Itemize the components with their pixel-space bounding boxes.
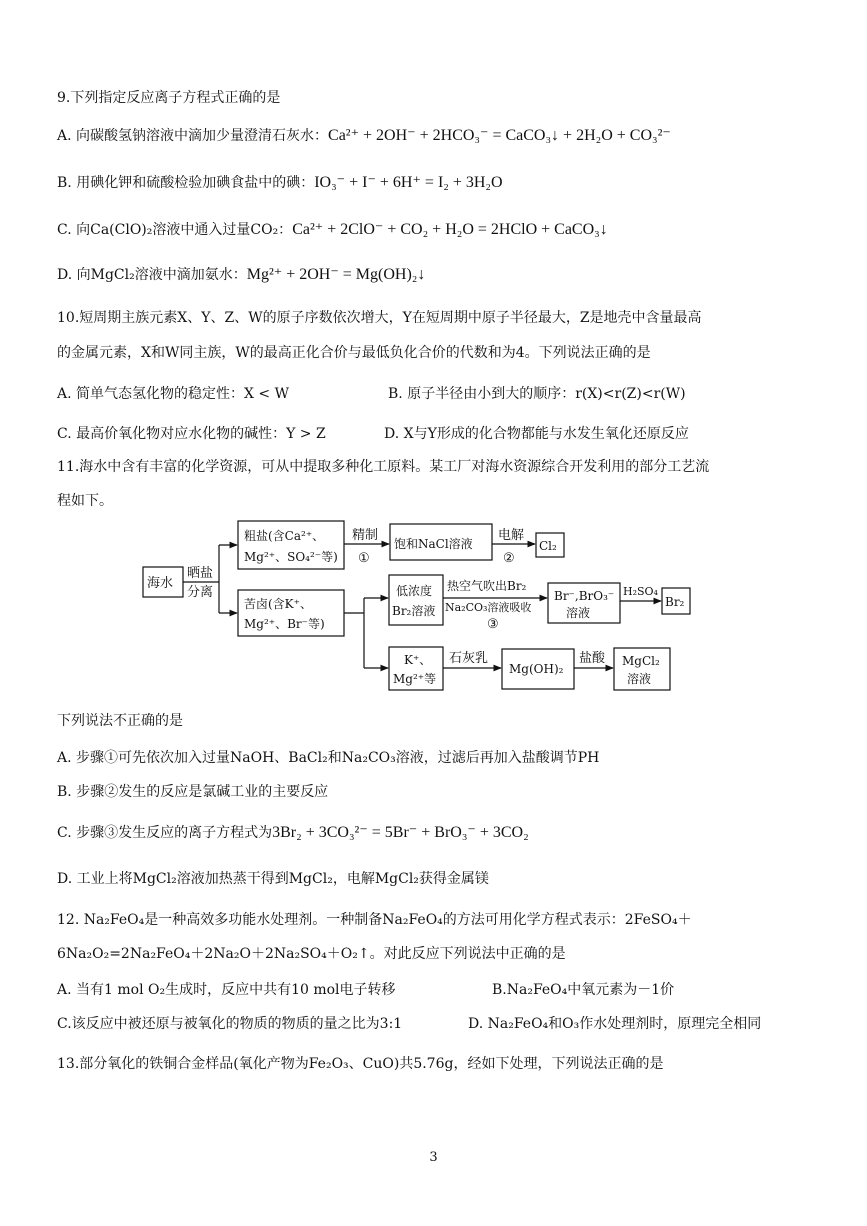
label-evaporate: 晒盐 xyxy=(187,566,214,581)
label-crude-salt-2: Mg²⁺、SO₄²⁻等) xyxy=(244,550,338,564)
q11-stem-line-2: 程如下。 xyxy=(57,493,113,509)
label-low-br2-2: Br₂溶液 xyxy=(392,604,436,618)
label-brine-2: Mg²⁺、Br⁻等) xyxy=(244,617,325,631)
q10-option-b: B. 原子半径由小到大的顺序：r(X)<r(Z)<r(W) xyxy=(388,386,686,402)
q11-option-d: D. 工业上将MgCl₂溶液加热蒸干得到MgCl₂，电解MgCl₂获得金属镁 xyxy=(57,871,489,887)
label-step-1: ① xyxy=(358,551,370,566)
q10-option-a: A. 简单气态氢化物的稳定性：X < W xyxy=(57,386,289,402)
q13-stem: 13.部分氧化的铁铜合金样品(氧化产物为Fe₂O₃、CuO)共5.76g，经如下处理，下列说法正确的是 xyxy=(57,1056,664,1072)
label-step-3: ③ xyxy=(487,617,499,632)
label-k-mg-2: Mg²⁺等 xyxy=(393,672,437,686)
label-nacl: 饱和NaCl溶液 xyxy=(394,537,473,551)
label-electrolysis: 电解 xyxy=(498,528,525,543)
q11-option-b: B. 步骤②发生的反应是氯碱工业的主要反应 xyxy=(57,784,329,800)
label-brine-1: 苦卤(含K⁺、 xyxy=(244,597,312,611)
q9-stem: 9.下列指定反应离子方程式正确的是 xyxy=(57,90,281,106)
label-cl2: Cl₂ xyxy=(539,539,557,553)
q12-option-c: C.该反应中被还原与被氧化的物质的物质的量之比为3:1 xyxy=(57,1016,403,1032)
q11-stem-line-1: 11.海水中含有丰富的化学资源，可从中提取多种化工原料。某工厂对海水资源综合开发利用的部分工艺流 xyxy=(57,459,710,475)
q10-stem-line-1: 10.短周期主族元素X、Y、Z、W的原子序数依次增大，Y在短周期中原子半径最大，Z是地壳中含量最高 xyxy=(57,310,702,326)
q10-option-d: D. X与Y形成的化合物都能与水发生氧化还原反应 xyxy=(384,426,689,442)
q12-stem-line-2: 6Na₂O₂=2Na₂FeO₄＋2Na₂O＋2Na₂SO₄＋O₂↑。对此反应下列说法中正确的是 xyxy=(57,946,566,962)
q11-option-c-equation: 3Br₂ + 3CO₃²⁻ = 5Br⁻ + BrO₃⁻ + 3CO₂ xyxy=(272,824,529,841)
q12-stem-line-1: 12. Na₂FeO₄是一种高效多功能水处理剂。一种制备Na₂FeO₄的方法可用化学方程式表示：2FeSO₄＋ xyxy=(57,912,692,928)
q12-option-d: D. Na₂FeO₄和O₃作水处理剂时，原理完全相同 xyxy=(468,1016,762,1032)
label-hot-air-blow: 热空气吹出Br₂ xyxy=(447,579,527,593)
q9-option-d-text: D. 向MgCl₂溶液中滴加氨水： xyxy=(57,267,247,283)
label-br-bro3-2: 溶液 xyxy=(566,606,591,620)
q10-stem-line-2: 的金属元素，X和W同主族，W的最高正化合价与最低负化合价的代数和为4。下列说法正确的是 xyxy=(57,345,651,361)
q12-option-b: B.Na₂FeO₄中氧元素为－1价 xyxy=(492,982,675,998)
label-br2: Br₂ xyxy=(665,595,685,609)
q9-option-a-text: A. 向碳酸氢钠溶液中滴加少量澄清石灰水： xyxy=(57,128,329,144)
q11-prompt: 下列说法不正确的是 xyxy=(57,713,183,729)
q11-option-c xyxy=(57,823,529,843)
label-h2so4: H₂SO₄ xyxy=(623,585,658,598)
label-hydrochloric-acid: 盐酸 xyxy=(579,651,606,666)
q9-option-d-equation: Mg²⁺ + 2OH⁻ = Mg(OH)₂↓ xyxy=(246,266,426,283)
label-separate: 分离 xyxy=(187,585,214,600)
label-refine: 精制 xyxy=(352,528,379,543)
q11-option-c-text: C. 步骤③发生反应的离子方程式为 xyxy=(57,825,273,841)
page-number: 3 xyxy=(429,1150,438,1165)
label-k-mg-1: K⁺、 xyxy=(404,653,432,667)
q10-option-c: C. 最高价氧化物对应水化物的碱性：Y > Z xyxy=(57,426,326,442)
q9-option-c-text: C. 向Ca(ClO)₂溶液中通入过量CO₂： xyxy=(57,222,293,238)
q9-option-b-text: B. 用碘化钾和硫酸检验加碘食盐中的碘： xyxy=(57,175,315,191)
label-mgcl2-1: MgCl₂ xyxy=(622,654,660,668)
label-mgoh2: Mg(OH)₂ xyxy=(509,662,564,676)
q11-option-a: A. 步骤①可先依次加入过量NaOH、BaCl₂和Na₂CO₃溶液，过滤后再加入盐酸调节PH xyxy=(57,750,600,766)
q9-option-a-equation: Ca²⁺ + 2OH⁻ + 2HCO₃⁻ = CaCO₃↓ + 2H₂O + CO₃²⁻ xyxy=(328,127,671,144)
label-na2co3-absorb: Na₂CO₃溶液吸收 xyxy=(445,601,532,614)
label-mgcl2-2: 溶液 xyxy=(627,672,652,686)
label-low-br2-1: 低浓度 xyxy=(396,584,433,598)
label-seawater: 海水 xyxy=(147,576,174,591)
q9-option-b-equation: IO₃⁻ + I⁻ + 6H⁺ = I₂ + 3H₂O xyxy=(314,174,503,191)
q12-option-a: A. 当有1 mol O₂生成时，反应中共有10 mol电子转移 xyxy=(57,982,396,998)
label-step-2: ② xyxy=(503,551,515,566)
q9-option-c-equation: Ca²⁺ + 2ClO⁻ + CO₂ + H₂O = 2HClO + CaCO₃↓ xyxy=(292,221,608,238)
label-crude-salt-1: 粗盐(含Ca²⁺、 xyxy=(244,529,325,543)
label-lime-milk: 石灰乳 xyxy=(449,651,489,666)
label-br-bro3-1: Br⁻,BrO₃⁻ xyxy=(554,589,615,603)
